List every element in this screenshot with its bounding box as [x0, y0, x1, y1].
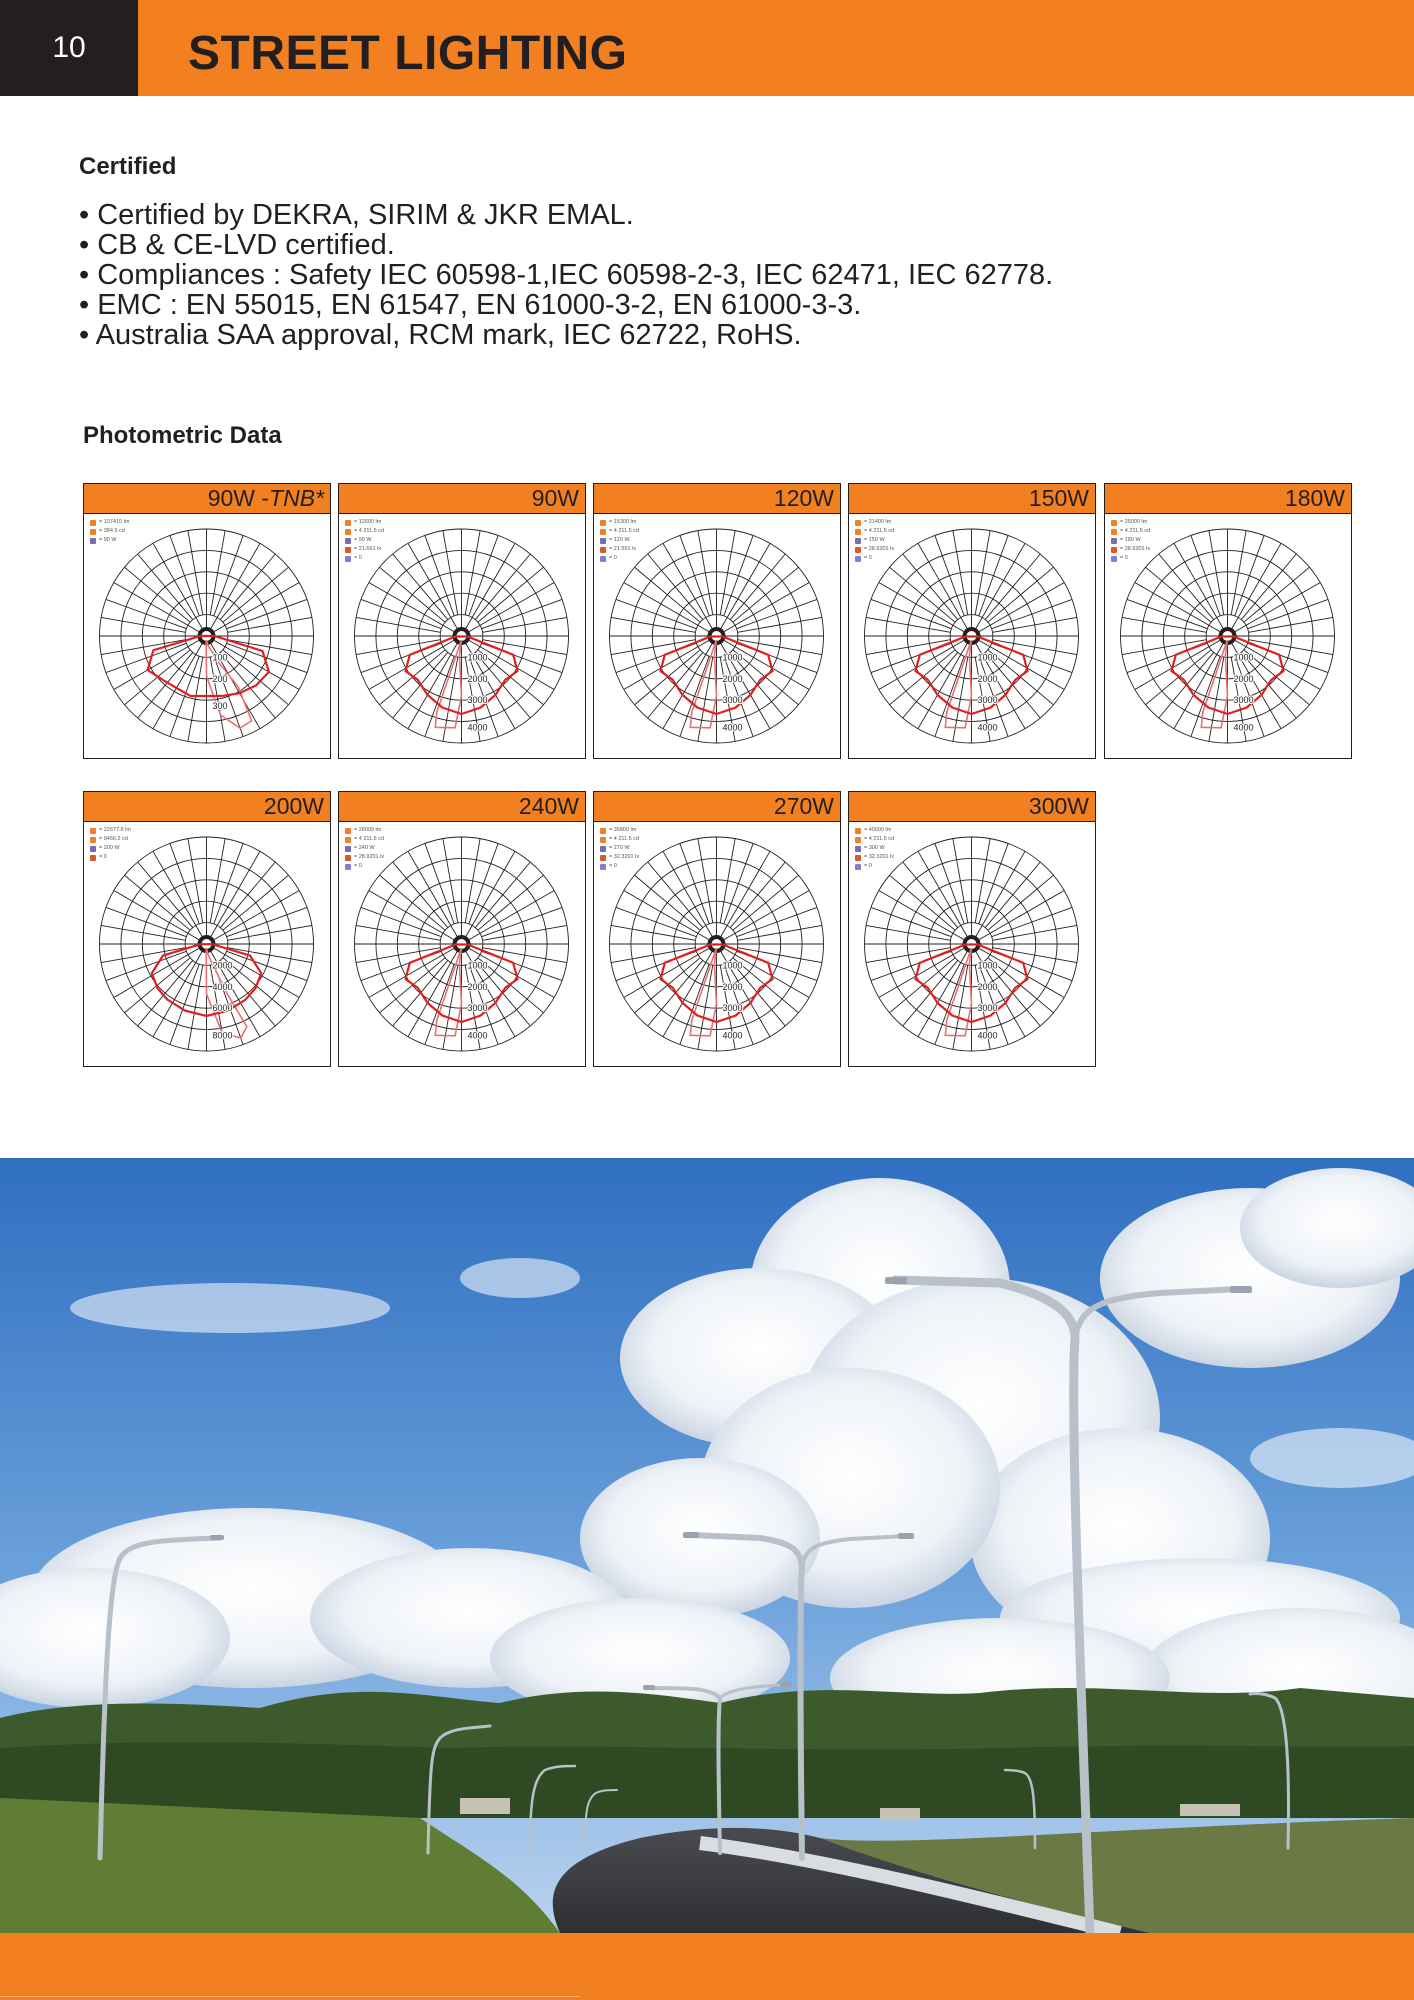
panel-wattage-text: 120W [773, 485, 834, 511]
legend-row [855, 853, 894, 862]
legend-value: = 28.9201 lx [354, 854, 385, 860]
ring-value-label: 3000 [722, 695, 743, 706]
legend-icon [1111, 538, 1117, 544]
certification-list [79, 200, 1053, 350]
ring-value-label: 8000 [212, 1030, 233, 1041]
photometric-panel [338, 483, 586, 759]
legend-icon [1111, 547, 1117, 553]
legend-icon [345, 828, 351, 834]
ring-value-label: 4000 [1233, 722, 1254, 733]
ring-value-label: 1000 [467, 960, 488, 971]
legend-row [345, 554, 384, 563]
legend-row [855, 862, 894, 871]
legend-row [855, 518, 894, 527]
legend-icon [345, 556, 351, 562]
ring-value-label: 1000 [467, 652, 488, 663]
panel-wattage-label [84, 484, 330, 514]
legend-row [1111, 518, 1150, 527]
panel-wattage-text: 240W [518, 793, 579, 819]
legend-value: = 15300 lm [609, 519, 637, 525]
legend-icon [90, 828, 96, 834]
legend-row [855, 826, 894, 835]
certification-item: • Compliances : Safety IEC 60598-1,IEC 60598-2-3, IEC 62471, IEC 62778. [79, 259, 1054, 291]
ring-value-label: 1000 [977, 652, 998, 663]
legend-icon [600, 828, 606, 834]
ring-value-label: 1000 [722, 960, 743, 971]
panel-wattage-label [594, 484, 840, 514]
legend-icon [855, 547, 861, 553]
panel-legend [90, 518, 129, 545]
ring-value-label: 1000 [722, 652, 743, 663]
legend-value: = 4 211.5 cd [354, 528, 385, 534]
legend-icon [90, 538, 96, 544]
legend-value: = 4 211.5 cd [864, 528, 895, 534]
legend-row [600, 518, 639, 527]
ring-value-label: 3000 [467, 1003, 488, 1014]
legend-value: = 4 211.5 cd [354, 836, 385, 842]
legend-icon [90, 529, 96, 535]
legend-row [600, 862, 639, 871]
legend-row [345, 545, 384, 554]
panel-wattage-label [84, 792, 330, 822]
panel-legend [600, 826, 639, 871]
legend-value: = 25000 lm [1120, 519, 1148, 525]
legend-row [90, 826, 131, 835]
legend-row [345, 862, 384, 871]
legend-value: = 107410 lm [99, 519, 130, 525]
panel-legend [90, 826, 131, 862]
legend-icon [855, 529, 861, 535]
photometric-panel [338, 791, 586, 1067]
photometric-panel [593, 483, 841, 759]
legend-row [600, 536, 639, 545]
legend-value: = 21.551 lx [609, 546, 637, 552]
legend-value: = 270 W [609, 845, 630, 851]
legend-value: = 28.9201 lx [1120, 546, 1151, 552]
panel-legend [600, 518, 639, 563]
certification-item: • CB & CE-LVD certified. [79, 229, 395, 261]
legend-row [345, 844, 384, 853]
legend-icon [345, 529, 351, 535]
ring-value-label: 4000 [722, 1030, 743, 1041]
panel-legend [1111, 518, 1150, 563]
photometric-panel [848, 791, 1096, 1067]
legend-value: = 4 211.5 cd [609, 836, 640, 842]
ring-value-label: 4000 [467, 1030, 488, 1041]
legend-value: = 0 [1120, 555, 1128, 561]
legend-row [345, 826, 384, 835]
legend-icon [855, 538, 861, 544]
legend-icon [345, 547, 351, 553]
legend-value: = 35800 lm [609, 827, 637, 833]
legend-icon [855, 828, 861, 834]
legend-row [345, 536, 384, 545]
panel-wattage-text: 90W - [207, 485, 270, 511]
legend-icon [855, 556, 861, 562]
legend-icon [855, 846, 861, 852]
ring-value-label: 2000 [977, 981, 998, 992]
legend-icon [345, 520, 351, 526]
legend-row [855, 527, 894, 536]
legend-value: = 0 [609, 555, 617, 561]
legend-icon [90, 520, 96, 526]
photometric-panel [83, 483, 331, 759]
legend-row [90, 518, 129, 527]
ring-value-label: 300 [212, 701, 228, 712]
street-lighting-photo [0, 1158, 1414, 1933]
legend-value: = 150 W [864, 537, 885, 543]
ring-value-label: 1000 [1233, 652, 1254, 663]
legend-value: = 90 W [354, 537, 372, 543]
photometric-panel [1104, 483, 1352, 759]
polar-diagram [84, 514, 329, 758]
legend-value: = 4 211.5 cd [609, 528, 640, 534]
panel-wattage-text: 200W [263, 793, 324, 819]
legend-value: = 4 211.5 cd [1120, 528, 1151, 534]
legend-icon [855, 855, 861, 861]
ring-value-label: 4000 [212, 981, 233, 992]
certification-item: • Certified by DEKRA, SIRIM & JKR EMAL. [79, 199, 634, 231]
legend-value: = 384.5 cd [99, 528, 125, 534]
legend-value: = 21400 lm [864, 519, 892, 525]
page-number-text: 10 [52, 31, 86, 64]
certification-item: • EMC : EN 55015, EN 61547, EN 61000-3-2, EN 61000-3-3. [79, 289, 862, 321]
panel-wattage-label [339, 484, 585, 514]
legend-value: = 32.3201 lx [864, 854, 895, 860]
panel-wattage-note: TNB* [269, 485, 324, 511]
page-number [0, 0, 138, 96]
legend-icon [600, 556, 606, 562]
legend-icon [345, 846, 351, 852]
legend-row [855, 536, 894, 545]
legend-row [600, 826, 639, 835]
legend-row [855, 844, 894, 853]
ring-value-label: 4000 [977, 722, 998, 733]
legend-icon [600, 538, 606, 544]
legend-icon [1111, 520, 1117, 526]
legend-value: = 180 W [1120, 537, 1141, 543]
legend-row [90, 536, 129, 545]
ring-value-label: 3000 [467, 695, 488, 706]
legend-value: = 300 W [864, 845, 885, 851]
legend-icon [600, 837, 606, 843]
legend-value: = 32.3201 lx [609, 854, 640, 860]
legend-icon [600, 520, 606, 526]
panel-wattage-text: 150W [1028, 485, 1089, 511]
panel-legend [855, 826, 894, 871]
legend-value: = 90 W [99, 537, 117, 543]
legend-row [345, 518, 384, 527]
legend-row [1111, 536, 1150, 545]
legend-icon [1111, 556, 1117, 562]
ring-value-label: 3000 [977, 1003, 998, 1014]
legend-row [600, 844, 639, 853]
legend-row [855, 554, 894, 563]
panel-wattage-text: 90W [531, 485, 579, 511]
legend-row [600, 835, 639, 844]
legend-value: = 0 [354, 863, 362, 869]
ring-value-label: 4000 [722, 722, 743, 733]
legend-row [600, 545, 639, 554]
panel-wattage-text: 180W [1284, 485, 1345, 511]
legend-icon [600, 529, 606, 535]
legend-icon [345, 855, 351, 861]
panel-legend [345, 518, 384, 563]
ring-value-label: 200 [212, 673, 228, 684]
legend-value: = 240 W [354, 845, 375, 851]
ring-value-label: 2000 [212, 960, 233, 971]
photometric-heading: Photometric Data [83, 422, 282, 449]
legend-icon [855, 837, 861, 843]
legend-value: = 0 [864, 555, 872, 561]
legend-icon [90, 837, 96, 843]
panel-legend [855, 518, 894, 563]
legend-row [345, 835, 384, 844]
photometric-panel [593, 791, 841, 1067]
ring-value-label: 6000 [212, 1003, 233, 1014]
legend-icon [600, 864, 606, 870]
panel-wattage-label [849, 792, 1095, 822]
footer-divider [0, 1996, 580, 1997]
ring-value-label: 3000 [977, 695, 998, 706]
ring-value-label: 3000 [1233, 695, 1254, 706]
legend-icon [855, 864, 861, 870]
ring-value-label: 100 [212, 652, 228, 663]
legend-row [855, 545, 894, 554]
legend-row [90, 853, 131, 862]
legend-row [90, 527, 129, 536]
footer-bar [0, 1933, 1414, 2000]
ring-value-label: 1000 [977, 960, 998, 971]
legend-value: = 0 [354, 555, 362, 561]
street-lighting-photo-image [0, 1158, 1414, 1933]
legend-value: = 21.661 lx [354, 546, 382, 552]
legend-value: = 120 W [609, 537, 630, 543]
legend-icon [600, 846, 606, 852]
legend-value: = 22677.8 lm [99, 827, 131, 833]
panel-wattage-text: 300W [1028, 793, 1089, 819]
ring-value-label: 2000 [467, 673, 488, 684]
ring-value-label: 2000 [722, 981, 743, 992]
legend-value: = 12600 lm [354, 519, 382, 525]
panel-wattage-label [594, 792, 840, 822]
legend-value: = 0 [609, 863, 617, 869]
legend-value: = 28.9201 lx [864, 546, 895, 552]
ring-value-label: 3000 [722, 1003, 743, 1014]
legend-value: = 200 W [99, 845, 120, 851]
legend-icon [345, 837, 351, 843]
legend-row [855, 835, 894, 844]
legend-row [90, 835, 131, 844]
legend-value: = 9456.2 cd [99, 836, 128, 842]
legend-icon [90, 846, 96, 852]
legend-row [1111, 554, 1150, 563]
ring-value-label: 4000 [977, 1030, 998, 1041]
legend-value: = 4 211.5 cd [864, 836, 895, 842]
panel-legend [345, 826, 384, 871]
panel-wattage-text: 270W [773, 793, 834, 819]
certification-item: • Australia SAA approval, RCM mark, IEC 62722, RoHS. [79, 319, 802, 351]
ring-value-label: 2000 [1233, 673, 1254, 684]
panel-wattage-label [1105, 484, 1351, 514]
legend-row [1111, 545, 1150, 554]
legend-row [600, 554, 639, 563]
legend-icon [90, 855, 96, 861]
legend-icon [855, 520, 861, 526]
ring-value-label: 2000 [722, 673, 743, 684]
legend-row [345, 527, 384, 536]
legend-icon [600, 547, 606, 553]
legend-icon [345, 538, 351, 544]
legend-value: = 0 [99, 854, 107, 860]
panel-wattage-label [339, 792, 585, 822]
legend-icon [600, 855, 606, 861]
photometric-panel [848, 483, 1096, 759]
legend-icon [345, 864, 351, 870]
legend-value: = 40000 lm [864, 827, 892, 833]
legend-row [1111, 527, 1150, 536]
ring-value-label: 2000 [467, 981, 488, 992]
legend-value: = 28000 lm [354, 827, 382, 833]
certified-heading: Certified [79, 153, 177, 180]
panel-wattage-label [849, 484, 1095, 514]
legend-icon [1111, 529, 1117, 535]
legend-row [345, 853, 384, 862]
legend-row [600, 527, 639, 536]
legend-row [90, 844, 131, 853]
ring-value-label: 2000 [977, 673, 998, 684]
photometric-panel [83, 791, 331, 1067]
ring-value-label: 4000 [467, 722, 488, 733]
legend-row [600, 853, 639, 862]
legend-value: = 0 [864, 863, 872, 869]
page-title: STREET LIGHTING [188, 27, 628, 80]
